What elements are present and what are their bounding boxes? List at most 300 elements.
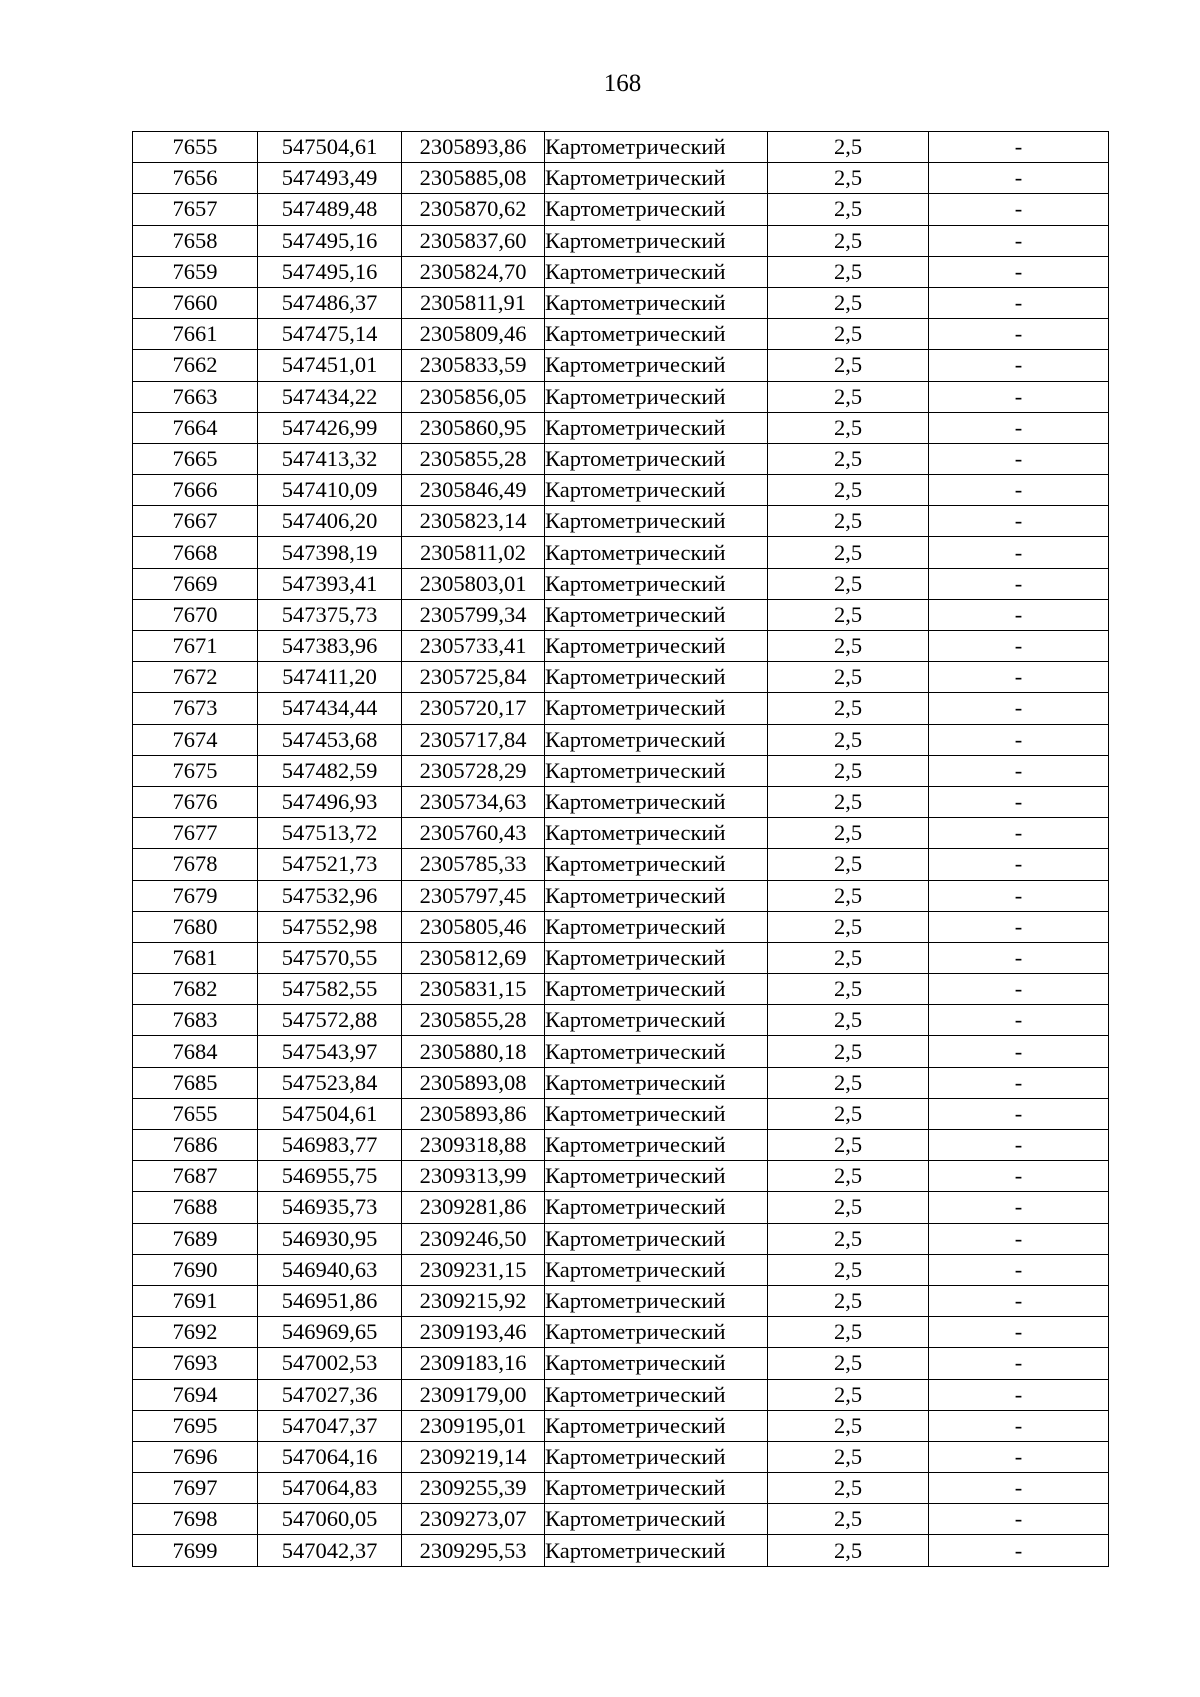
x-coordinate-cell: 547552,98 <box>258 911 402 942</box>
description-cell: - <box>929 412 1109 443</box>
point-number-cell: 7676 <box>133 786 258 817</box>
y-coordinate-cell: 2305823,14 <box>402 506 545 537</box>
table-row <box>133 1098 1109 1129</box>
point-number-cell: 7664 <box>133 412 258 443</box>
method-cell: Картометрический <box>545 412 768 443</box>
table-row <box>133 1410 1109 1441</box>
accuracy-cell: 2,5 <box>768 132 929 163</box>
x-coordinate-cell: 546940,63 <box>258 1254 402 1285</box>
x-coordinate-cell: 547496,93 <box>258 786 402 817</box>
description-cell: - <box>929 163 1109 194</box>
description-cell: - <box>929 1473 1109 1504</box>
point-number-cell: 7668 <box>133 537 258 568</box>
accuracy-cell: 2,5 <box>768 225 929 256</box>
x-coordinate-cell: 547393,41 <box>258 568 402 599</box>
description-cell: - <box>929 1192 1109 1223</box>
y-coordinate-cell: 2305855,28 <box>402 1005 545 1036</box>
x-coordinate-cell: 547375,73 <box>258 599 402 630</box>
method-cell: Картометрический <box>545 506 768 537</box>
method-cell: Картометрический <box>545 1130 768 1161</box>
y-coordinate-cell: 2309179,00 <box>402 1379 545 1410</box>
description-cell: - <box>929 225 1109 256</box>
point-number-cell: 7687 <box>133 1161 258 1192</box>
accuracy-cell: 2,5 <box>768 849 929 880</box>
point-number-cell: 7692 <box>133 1317 258 1348</box>
accuracy-cell: 2,5 <box>768 350 929 381</box>
x-coordinate-cell: 547002,53 <box>258 1348 402 1379</box>
accuracy-cell: 2,5 <box>768 755 929 786</box>
y-coordinate-cell: 2305870,62 <box>402 194 545 225</box>
table-row <box>133 786 1109 817</box>
point-number-cell: 7679 <box>133 880 258 911</box>
table-row <box>133 287 1109 318</box>
y-coordinate-cell: 2305860,95 <box>402 412 545 443</box>
point-number-cell: 7660 <box>133 287 258 318</box>
method-cell: Картометрический <box>545 256 768 287</box>
point-number-cell: 7685 <box>133 1067 258 1098</box>
accuracy-cell: 2,5 <box>768 1067 929 1098</box>
method-cell: Картометрический <box>545 1285 768 1316</box>
y-coordinate-cell: 2309273,07 <box>402 1504 545 1535</box>
point-number-cell: 7670 <box>133 599 258 630</box>
table-row <box>133 412 1109 443</box>
accuracy-cell: 2,5 <box>768 662 929 693</box>
table-row <box>133 1223 1109 1254</box>
y-coordinate-cell: 2305760,43 <box>402 818 545 849</box>
method-cell: Картометрический <box>545 1192 768 1223</box>
page-number: 168 <box>603 70 642 97</box>
accuracy-cell: 2,5 <box>768 786 929 817</box>
x-coordinate-cell: 547398,19 <box>258 537 402 568</box>
method-cell: Картометрический <box>545 1317 768 1348</box>
y-coordinate-cell: 2309246,50 <box>402 1223 545 1254</box>
x-coordinate-cell: 547486,37 <box>258 287 402 318</box>
y-coordinate-cell: 2305837,60 <box>402 225 545 256</box>
table-row <box>133 662 1109 693</box>
table-row <box>133 911 1109 942</box>
accuracy-cell: 2,5 <box>768 1254 929 1285</box>
point-number-cell: 7689 <box>133 1223 258 1254</box>
method-cell: Картометрический <box>545 693 768 724</box>
y-coordinate-cell: 2305831,15 <box>402 974 545 1005</box>
x-coordinate-cell: 547504,61 <box>258 132 402 163</box>
accuracy-cell: 2,5 <box>768 1192 929 1223</box>
method-cell: Картометрический <box>545 1441 768 1472</box>
table-row <box>133 319 1109 350</box>
table-row <box>133 163 1109 194</box>
method-cell: Картометрический <box>545 974 768 1005</box>
x-coordinate-cell: 547410,09 <box>258 475 402 506</box>
method-cell: Картометрический <box>545 599 768 630</box>
method-cell: Картометрический <box>545 662 768 693</box>
accuracy-cell: 2,5 <box>768 974 929 1005</box>
x-coordinate-cell: 547495,16 <box>258 225 402 256</box>
point-number-cell: 7680 <box>133 911 258 942</box>
x-coordinate-cell: 546955,75 <box>258 1161 402 1192</box>
method-cell: Картометрический <box>545 755 768 786</box>
table-row <box>133 1441 1109 1472</box>
x-coordinate-cell: 547475,14 <box>258 319 402 350</box>
x-coordinate-cell: 547434,22 <box>258 381 402 412</box>
x-coordinate-cell: 547513,72 <box>258 818 402 849</box>
point-number-cell: 7672 <box>133 662 258 693</box>
point-number-cell: 7655 <box>133 132 258 163</box>
description-cell: - <box>929 132 1109 163</box>
y-coordinate-cell: 2309219,14 <box>402 1441 545 1472</box>
method-cell: Картометрический <box>545 350 768 381</box>
description-cell: - <box>929 350 1109 381</box>
table-row <box>133 599 1109 630</box>
accuracy-cell: 2,5 <box>768 1535 929 1566</box>
accuracy-cell: 2,5 <box>768 1317 929 1348</box>
y-coordinate-cell: 2305893,08 <box>402 1067 545 1098</box>
accuracy-cell: 2,5 <box>768 319 929 350</box>
description-cell: - <box>929 818 1109 849</box>
accuracy-cell: 2,5 <box>768 1005 929 1036</box>
x-coordinate-cell: 547064,16 <box>258 1441 402 1472</box>
table-row <box>133 818 1109 849</box>
accuracy-cell: 2,5 <box>768 1473 929 1504</box>
point-number-cell: 7667 <box>133 506 258 537</box>
method-cell: Картометрический <box>545 1504 768 1535</box>
x-coordinate-cell: 547523,84 <box>258 1067 402 1098</box>
point-number-cell: 7677 <box>133 818 258 849</box>
description-cell: - <box>929 1285 1109 1316</box>
y-coordinate-cell: 2305846,49 <box>402 475 545 506</box>
accuracy-cell: 2,5 <box>768 1348 929 1379</box>
table-row <box>133 1005 1109 1036</box>
description-cell: - <box>929 631 1109 662</box>
description-cell: - <box>929 1161 1109 1192</box>
coordinates-table <box>132 131 1109 1567</box>
x-coordinate-cell: 547042,37 <box>258 1535 402 1566</box>
method-cell: Картометрический <box>545 537 768 568</box>
accuracy-cell: 2,5 <box>768 911 929 942</box>
x-coordinate-cell: 547413,32 <box>258 443 402 474</box>
point-number-cell: 7683 <box>133 1005 258 1036</box>
description-cell: - <box>929 974 1109 1005</box>
table-row <box>133 974 1109 1005</box>
point-number-cell: 7657 <box>133 194 258 225</box>
accuracy-cell: 2,5 <box>768 1130 929 1161</box>
y-coordinate-cell: 2309313,99 <box>402 1161 545 1192</box>
table-row <box>133 1379 1109 1410</box>
point-number-cell: 7666 <box>133 475 258 506</box>
y-coordinate-cell: 2305833,59 <box>402 350 545 381</box>
y-coordinate-cell: 2309193,46 <box>402 1317 545 1348</box>
accuracy-cell: 2,5 <box>768 443 929 474</box>
point-number-cell: 7673 <box>133 693 258 724</box>
x-coordinate-cell: 547027,36 <box>258 1379 402 1410</box>
x-coordinate-cell: 547383,96 <box>258 631 402 662</box>
method-cell: Картометрический <box>545 381 768 412</box>
method-cell: Картометрический <box>545 319 768 350</box>
method-cell: Картометрический <box>545 1036 768 1067</box>
point-number-cell: 7686 <box>133 1130 258 1161</box>
point-number-cell: 7669 <box>133 568 258 599</box>
method-cell: Картометрический <box>545 911 768 942</box>
method-cell: Картометрический <box>545 132 768 163</box>
method-cell: Картометрический <box>545 443 768 474</box>
x-coordinate-cell: 547495,16 <box>258 256 402 287</box>
method-cell: Картометрический <box>545 568 768 599</box>
description-cell: - <box>929 693 1109 724</box>
y-coordinate-cell: 2309215,92 <box>402 1285 545 1316</box>
x-coordinate-cell: 546969,65 <box>258 1317 402 1348</box>
method-cell: Картометрический <box>545 194 768 225</box>
x-coordinate-cell: 547572,88 <box>258 1005 402 1036</box>
accuracy-cell: 2,5 <box>768 256 929 287</box>
table-row <box>133 1067 1109 1098</box>
x-coordinate-cell: 547060,05 <box>258 1504 402 1535</box>
y-coordinate-cell: 2305720,17 <box>402 693 545 724</box>
x-coordinate-cell: 547532,96 <box>258 880 402 911</box>
table-row <box>133 1504 1109 1535</box>
method-cell: Картометрический <box>545 1005 768 1036</box>
y-coordinate-cell: 2305811,91 <box>402 287 545 318</box>
point-number-cell: 7688 <box>133 1192 258 1223</box>
description-cell: - <box>929 662 1109 693</box>
method-cell: Картометрический <box>545 475 768 506</box>
y-coordinate-cell: 2305728,29 <box>402 755 545 786</box>
method-cell: Картометрический <box>545 1254 768 1285</box>
accuracy-cell: 2,5 <box>768 724 929 755</box>
description-cell: - <box>929 1005 1109 1036</box>
table-row <box>133 724 1109 755</box>
accuracy-cell: 2,5 <box>768 537 929 568</box>
table-row <box>133 1285 1109 1316</box>
point-number-cell: 7699 <box>133 1535 258 1566</box>
x-coordinate-cell: 547451,01 <box>258 350 402 381</box>
method-cell: Картометрический <box>545 1098 768 1129</box>
accuracy-cell: 2,5 <box>768 599 929 630</box>
description-cell: - <box>929 1067 1109 1098</box>
table-row <box>133 256 1109 287</box>
table-row <box>133 1036 1109 1067</box>
accuracy-cell: 2,5 <box>768 631 929 662</box>
description-cell: - <box>929 443 1109 474</box>
point-number-cell: 7665 <box>133 443 258 474</box>
table-row <box>133 880 1109 911</box>
description-cell: - <box>929 1441 1109 1472</box>
x-coordinate-cell: 547064,83 <box>258 1473 402 1504</box>
method-cell: Картометрический <box>545 1473 768 1504</box>
description-cell: - <box>929 724 1109 755</box>
description-cell: - <box>929 1504 1109 1535</box>
x-coordinate-cell: 547489,48 <box>258 194 402 225</box>
y-coordinate-cell: 2309255,39 <box>402 1473 545 1504</box>
y-coordinate-cell: 2305893,86 <box>402 132 545 163</box>
point-number-cell: 7682 <box>133 974 258 1005</box>
y-coordinate-cell: 2305856,05 <box>402 381 545 412</box>
description-cell: - <box>929 256 1109 287</box>
description-cell: - <box>929 1410 1109 1441</box>
y-coordinate-cell: 2309195,01 <box>402 1410 545 1441</box>
accuracy-cell: 2,5 <box>768 942 929 973</box>
description-cell: - <box>929 475 1109 506</box>
table-row <box>133 631 1109 662</box>
accuracy-cell: 2,5 <box>768 1379 929 1410</box>
x-coordinate-cell: 547482,59 <box>258 755 402 786</box>
description-cell: - <box>929 1223 1109 1254</box>
description-cell: - <box>929 1535 1109 1566</box>
y-coordinate-cell: 2305797,45 <box>402 880 545 911</box>
y-coordinate-cell: 2305880,18 <box>402 1036 545 1067</box>
accuracy-cell: 2,5 <box>768 1098 929 1129</box>
description-cell: - <box>929 1317 1109 1348</box>
accuracy-cell: 2,5 <box>768 287 929 318</box>
table-row <box>133 350 1109 381</box>
method-cell: Картометрический <box>545 1161 768 1192</box>
y-coordinate-cell: 2305805,46 <box>402 911 545 942</box>
point-number-cell: 7681 <box>133 942 258 973</box>
y-coordinate-cell: 2309281,86 <box>402 1192 545 1223</box>
method-cell: Картометрический <box>545 849 768 880</box>
point-number-cell: 7698 <box>133 1504 258 1535</box>
description-cell: - <box>929 755 1109 786</box>
accuracy-cell: 2,5 <box>768 1036 929 1067</box>
description-cell: - <box>929 1254 1109 1285</box>
table-row <box>133 849 1109 880</box>
description-cell: - <box>929 1130 1109 1161</box>
y-coordinate-cell: 2305811,02 <box>402 537 545 568</box>
table-row <box>133 1317 1109 1348</box>
accuracy-cell: 2,5 <box>768 194 929 225</box>
y-coordinate-cell: 2309295,53 <box>402 1535 545 1566</box>
x-coordinate-cell: 546951,86 <box>258 1285 402 1316</box>
x-coordinate-cell: 547504,61 <box>258 1098 402 1129</box>
table-row <box>133 381 1109 412</box>
point-number-cell: 7656 <box>133 163 258 194</box>
description-cell: - <box>929 194 1109 225</box>
table-row <box>133 475 1109 506</box>
x-coordinate-cell: 547582,55 <box>258 974 402 1005</box>
description-cell: - <box>929 911 1109 942</box>
accuracy-cell: 2,5 <box>768 568 929 599</box>
method-cell: Картометрический <box>545 1223 768 1254</box>
point-number-cell: 7658 <box>133 225 258 256</box>
y-coordinate-cell: 2305733,41 <box>402 631 545 662</box>
point-number-cell: 7675 <box>133 755 258 786</box>
table-row <box>133 568 1109 599</box>
accuracy-cell: 2,5 <box>768 412 929 443</box>
point-number-cell: 7694 <box>133 1379 258 1410</box>
method-cell: Картометрический <box>545 163 768 194</box>
table-row <box>133 225 1109 256</box>
method-cell: Картометрический <box>545 225 768 256</box>
description-cell: - <box>929 1098 1109 1129</box>
description-cell: - <box>929 942 1109 973</box>
description-cell: - <box>929 506 1109 537</box>
point-number-cell: 7659 <box>133 256 258 287</box>
accuracy-cell: 2,5 <box>768 475 929 506</box>
y-coordinate-cell: 2305885,08 <box>402 163 545 194</box>
description-cell: - <box>929 568 1109 599</box>
description-cell: - <box>929 1379 1109 1410</box>
point-number-cell: 7655 <box>133 1098 258 1129</box>
coordinates-table-body <box>133 132 1109 1567</box>
x-coordinate-cell: 547493,49 <box>258 163 402 194</box>
table-row <box>133 755 1109 786</box>
point-number-cell: 7684 <box>133 1036 258 1067</box>
description-cell: - <box>929 849 1109 880</box>
y-coordinate-cell: 2305717,84 <box>402 724 545 755</box>
x-coordinate-cell: 547521,73 <box>258 849 402 880</box>
y-coordinate-cell: 2309231,15 <box>402 1254 545 1285</box>
x-coordinate-cell: 546930,95 <box>258 1223 402 1254</box>
x-coordinate-cell: 547406,20 <box>258 506 402 537</box>
point-number-cell: 7662 <box>133 350 258 381</box>
table-row <box>133 1348 1109 1379</box>
accuracy-cell: 2,5 <box>768 506 929 537</box>
y-coordinate-cell: 2305725,84 <box>402 662 545 693</box>
point-number-cell: 7693 <box>133 1348 258 1379</box>
accuracy-cell: 2,5 <box>768 1504 929 1535</box>
table-row <box>133 1161 1109 1192</box>
point-number-cell: 7671 <box>133 631 258 662</box>
point-number-cell: 7691 <box>133 1285 258 1316</box>
point-number-cell: 7695 <box>133 1410 258 1441</box>
description-cell: - <box>929 537 1109 568</box>
x-coordinate-cell: 547047,37 <box>258 1410 402 1441</box>
accuracy-cell: 2,5 <box>768 381 929 412</box>
description-cell: - <box>929 1348 1109 1379</box>
table-row <box>133 1473 1109 1504</box>
point-number-cell: 7661 <box>133 319 258 350</box>
method-cell: Картометрический <box>545 880 768 911</box>
table-row <box>133 506 1109 537</box>
y-coordinate-cell: 2309183,16 <box>402 1348 545 1379</box>
description-cell: - <box>929 786 1109 817</box>
x-coordinate-cell: 547434,44 <box>258 693 402 724</box>
accuracy-cell: 2,5 <box>768 163 929 194</box>
accuracy-cell: 2,5 <box>768 880 929 911</box>
description-cell: - <box>929 319 1109 350</box>
table-row <box>133 942 1109 973</box>
x-coordinate-cell: 547426,99 <box>258 412 402 443</box>
point-number-cell: 7697 <box>133 1473 258 1504</box>
method-cell: Картометрический <box>545 724 768 755</box>
x-coordinate-cell: 547570,55 <box>258 942 402 973</box>
point-number-cell: 7696 <box>133 1441 258 1472</box>
description-cell: - <box>929 381 1109 412</box>
point-number-cell: 7663 <box>133 381 258 412</box>
point-number-cell: 7674 <box>133 724 258 755</box>
point-number-cell: 7690 <box>133 1254 258 1285</box>
table-row <box>133 443 1109 474</box>
x-coordinate-cell: 546983,77 <box>258 1130 402 1161</box>
accuracy-cell: 2,5 <box>768 1441 929 1472</box>
method-cell: Картометрический <box>545 287 768 318</box>
table-row <box>133 1192 1109 1223</box>
y-coordinate-cell: 2305785,33 <box>402 849 545 880</box>
method-cell: Картометрический <box>545 1410 768 1441</box>
accuracy-cell: 2,5 <box>768 693 929 724</box>
method-cell: Картометрический <box>545 786 768 817</box>
method-cell: Картометрический <box>545 1067 768 1098</box>
table-row <box>133 693 1109 724</box>
y-coordinate-cell: 2305734,63 <box>402 786 545 817</box>
accuracy-cell: 2,5 <box>768 1161 929 1192</box>
method-cell: Картометрический <box>545 818 768 849</box>
y-coordinate-cell: 2305824,70 <box>402 256 545 287</box>
table-row <box>133 132 1109 163</box>
method-cell: Картометрический <box>545 631 768 662</box>
point-number-cell: 7678 <box>133 849 258 880</box>
y-coordinate-cell: 2305812,69 <box>402 942 545 973</box>
description-cell: - <box>929 1036 1109 1067</box>
accuracy-cell: 2,5 <box>768 1410 929 1441</box>
